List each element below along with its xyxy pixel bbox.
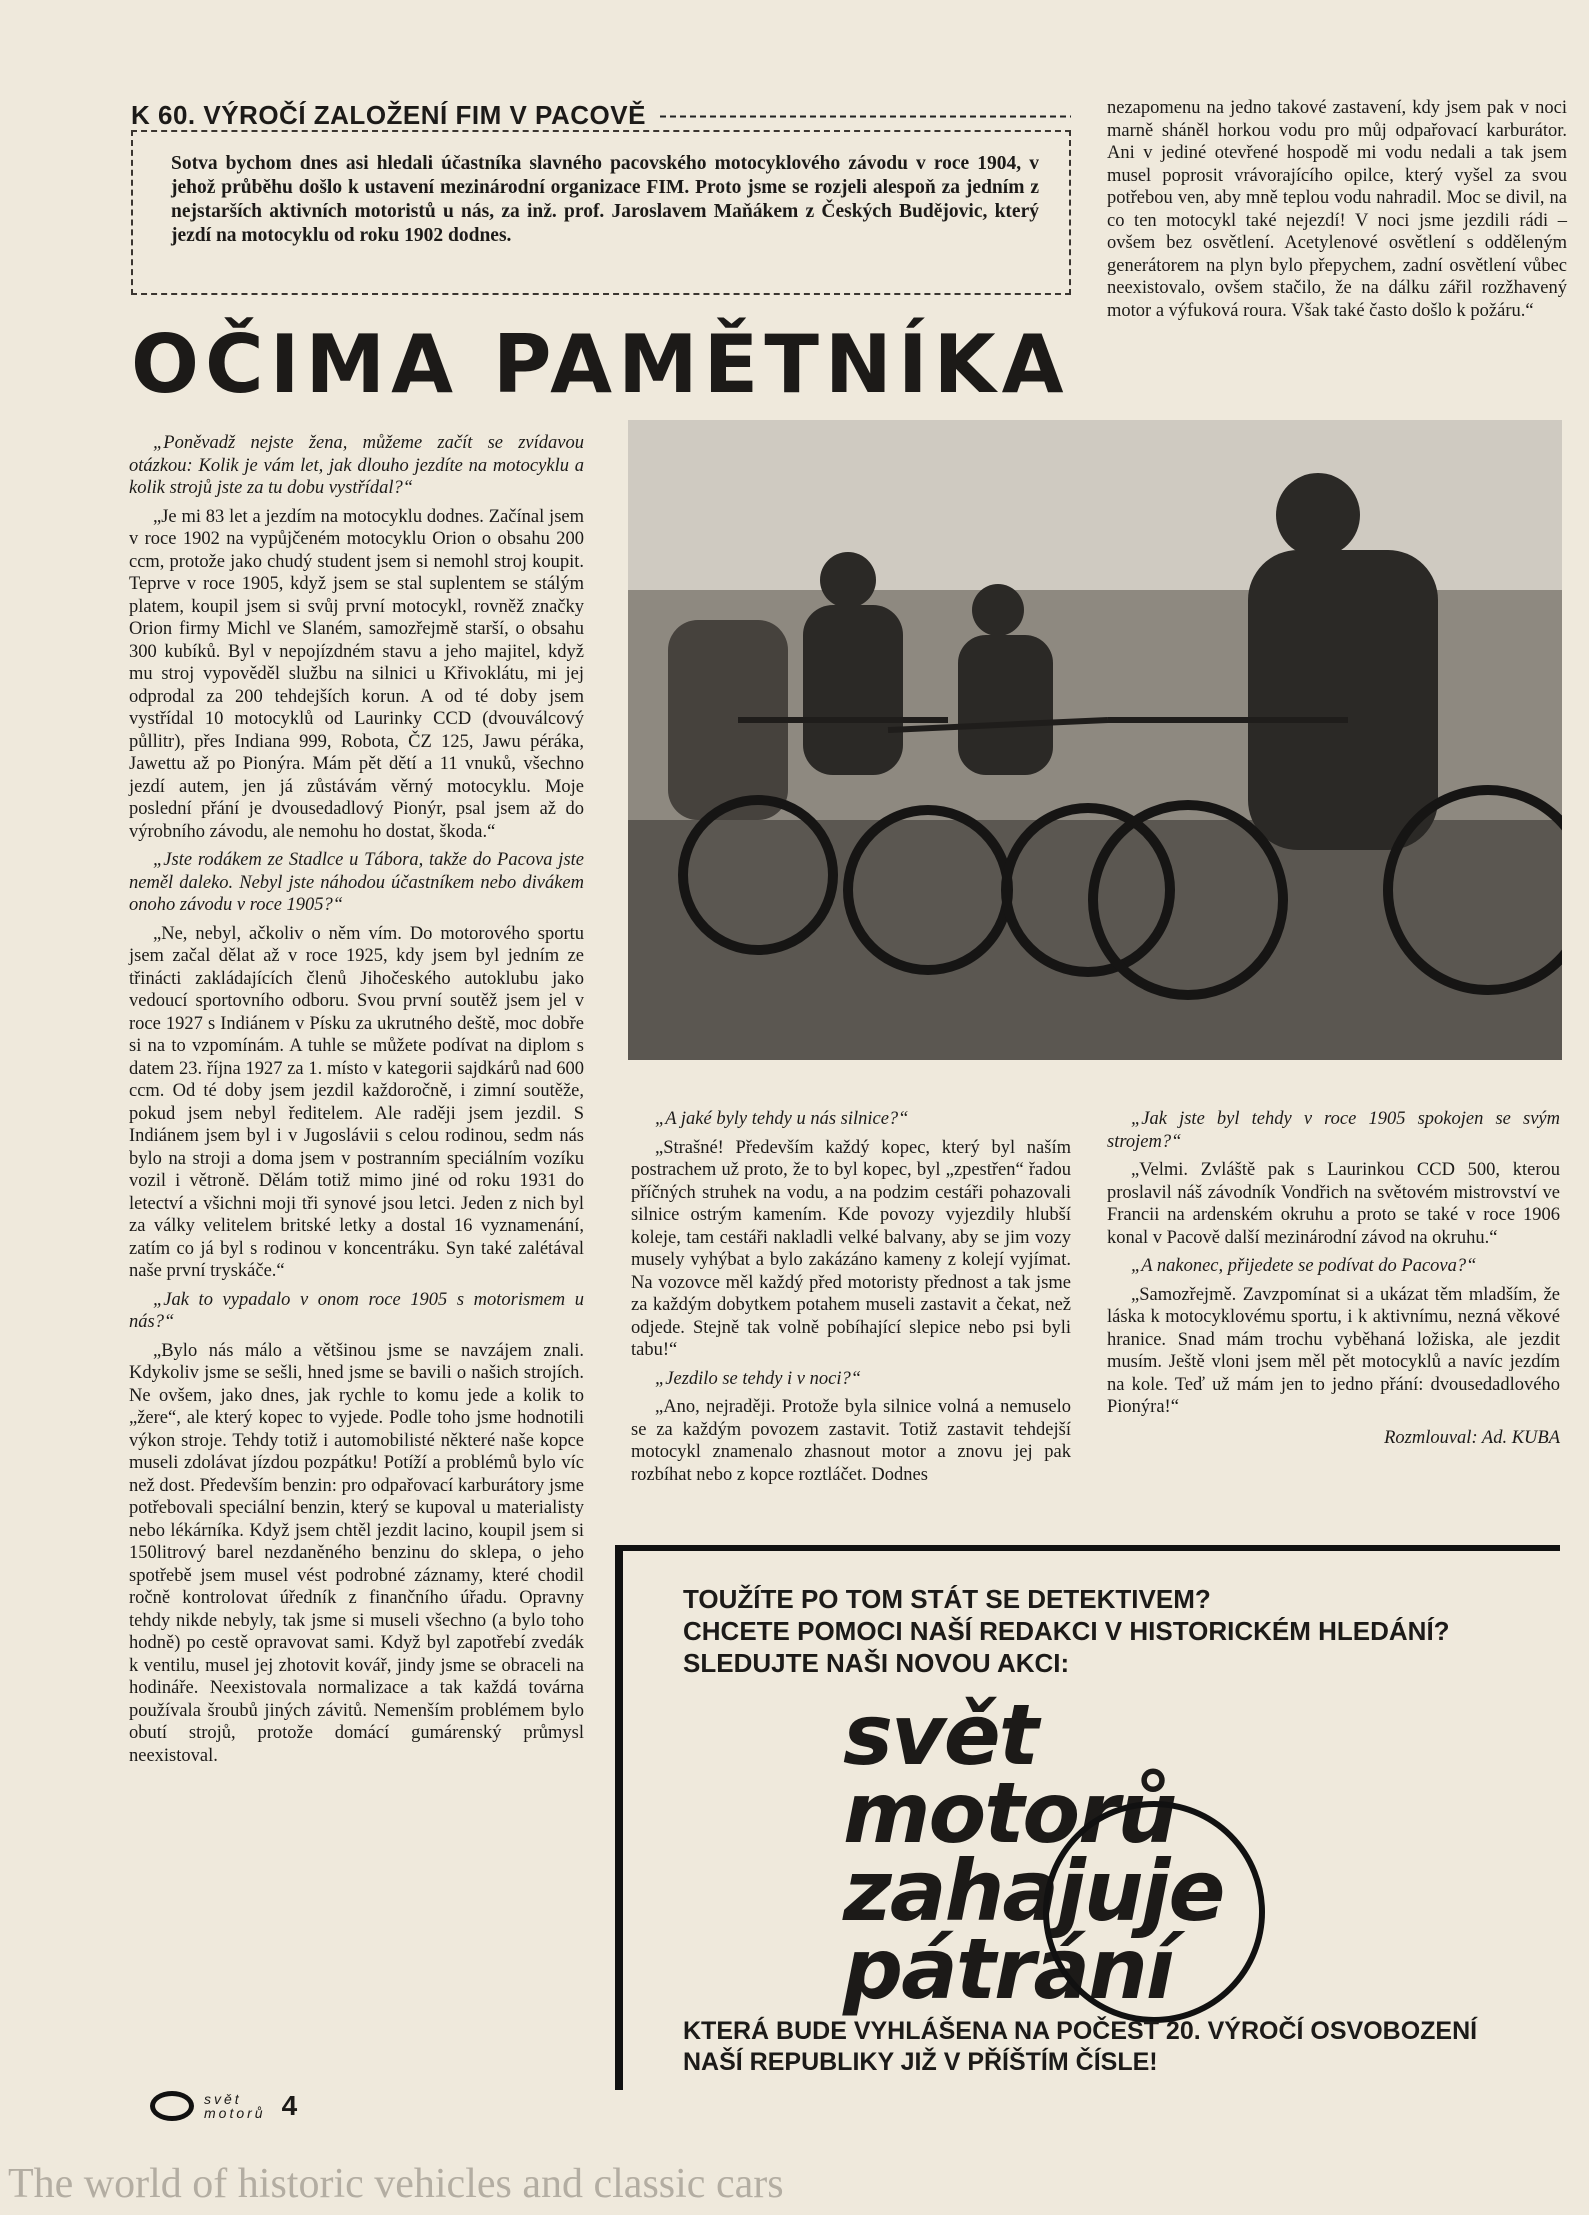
paragraph: nezapomenu na jedno takové zastavení, kdy jsem pak v noci marně sháněl horkou vodu pro můj odpařovací karburátor. Ani v jediné otevřené hospodě mi vodu nedali a tak jsem musel poprosit vrávorajícího opilce, který vyšel za svou potřebou ven, aby mně teplou vodu nahradil. Moc se divil, na co ten motocykl také nejezdí! V noci jsme jezdili rádi – ovšem bez osvětlení. Acetylenové osvětlení s odděleným generátorem na plyn bylo přepychem, zadní osvětlení vůbec neexistovalo, ovšem stačilo, že na dálku zářil rozžhavený motor a výfuková roura. Však také často došlo k požáru.“ (1107, 98, 1567, 321)
ad-line: NAŠÍ REPUBLIKY JIŽ V PŘÍŠTÍM ČÍSLE! (683, 2048, 1158, 2076)
logo-circle (1043, 1801, 1265, 2023)
question-paragraph: „Jak to vypadalo v onom roce 1905 s motorismem u nás?“ (129, 1289, 584, 1332)
question-paragraph: „Jak jste byl tehdy v roce 1905 spokojen se svým strojem?“ (1107, 1109, 1560, 1152)
ad-line: KTERÁ BUDE VYHLÁŠENA NA POČEST 20. VÝROČÍ OSVOBOZENÍ (683, 2017, 1478, 2045)
answer-paragraph: „Je mi 83 let a jezdím na motocyklu dodnes. Začínal jsem v roce 1902 na vypůjčeném motocyklu Orion o obsahu 200 ccm, protože jako chudý student jsem si nemohl stroj koupit. Teprve v roce 1905, když jsem se stal suplentem se stálým platem, koupil jsem si svůj první motocykl, rovněž značky Orion firmy Michl ve Slaném, samozřejmě starší, o obsahu 300 kubíků. Byl v nepojízdném stavu a jeho majitel, když mu stroj vypověděl službu na silnici u Křivoklátu, mi jej odprodal za 200 tehdejších korun. A od té doby jsem vystřídal 10 motocyklů od Laurinky CCD (dvouválcový půllitr), přes Indiana 999, Robota, ČZ 125, Jawu péráka, Jawettu až po Pionýra. Mám pět dětí a 11 vnuků, všechno jezdí autem, jen já zůstávám věrný motocyklu. Moje poslední přání je dvousedadlový Pionýr, psal jsem až do výrobního závodu, ale nemohu ho dostat, škoda.“ (129, 506, 584, 842)
question-paragraph: „A nakonec, přijedete se podívat do Pacova?“ (1131, 1256, 1477, 1276)
logo-line: motorů (843, 1764, 1176, 1862)
answer-paragraph: „Velmi. Zvláště pak s Laurinkou CCD 500, kterou proslavil náš závodník Vondřich na světovém mistrovství ve Francii na ardenském okruhu a proto se také v roce 1906 konal v Pacově další mezinárodní závod na okruhu.“ (1107, 1160, 1560, 1248)
logo-line: pátrání (843, 1920, 1173, 2018)
brand-line: motorů (204, 2105, 266, 2121)
question-paragraph: „Jezdilo se tehdy i v noci?“ (655, 1368, 862, 1389)
motorcycle-riders-photo (628, 420, 1562, 1060)
ad-footer-text (683, 2016, 1477, 2078)
page-number: 4 (281, 2090, 298, 2121)
page-title: OČIMA PAMĚTNÍKA (131, 318, 1070, 411)
answer-paragraph: „Samozřejmě. Zavzpomínat si a ukázat těm mladším, že láska k motocyklovému sportu, i k aktivnímu, nezná věkové hranice. Snad mám trochu vyběhaná ložiska, ale jezdit musím. Ještě vloni jsem měl pět motocyklů a navíc jezdím na kole. Teď už mám jen to jedno přání: dvousedadlového Pionýra!“ (1107, 1284, 1560, 1417)
answer-paragraph: „Ano, nejraději. Protože byla silnice volná a nemuselo se za každým povozem zastavit. Totiž zastavit tehdejší motocykl znamenalo zhasnout motor a znovu jej pak rozbíhat nebo z kopce roztláčet. Dodnes (631, 1397, 1071, 1485)
byline: Rozmlouval: Ad. KUBA (1384, 1427, 1560, 1448)
ad-headline (683, 1583, 1450, 1679)
logo-line: zahajuje (843, 1842, 1224, 1940)
ad-line: SLEDUJTE NAŠI NOVOU AKCI: (683, 1648, 1070, 1678)
column-top-right (1107, 97, 1567, 328)
kicker-heading (131, 100, 1071, 131)
question-paragraph: „Poněvadž nejste žena, můžeme začít se zvídavou otázkou: Kolik je vám let, jak dlouho jezdíte na motocyklu a kolik strojů jste za tu dobu vystřídal?“ (129, 433, 584, 498)
lead-text: Sotva bychom dnes asi hledali účastníka slavného pacovského motocyklového závodu v roce 1904, v jehož průběhu došlo k ustavení mezinárodní organizace FIM. Proto jsme se rozjeli alespoň za jedním z nejstarších aktivních motoristů u nás, za inž. prof. Jaroslavem Maňákem z Českých Budějovic, který jezdí na motocyklu od roku 1902 dodnes. (171, 153, 1039, 246)
question-paragraph: „Jste rodákem ze Stadlce u Tábora, takže do Pacova jste neměl daleko. Nebyl jste náhodou účastníkem nebo divákem onoho závodu v roce 1905?“ (129, 850, 584, 915)
brand-line: svět (204, 2091, 242, 2107)
column-right (1107, 1108, 1560, 1449)
ad-line: TOUŽÍTE PO TOM STÁT SE DETEKTIVEM? (683, 1584, 1211, 1614)
campaign-logo (843, 1686, 1403, 2018)
advertisement-box (615, 1545, 1560, 2090)
page-footer (150, 2090, 297, 2122)
lead-box (131, 130, 1071, 295)
column-middle (631, 1108, 1071, 1492)
column-left (129, 432, 584, 1773)
photo-illustration (628, 420, 1562, 1060)
logo-line: svět (843, 1686, 1037, 1784)
site-watermark: The world of historic vehicles and classic cars (8, 2161, 784, 2207)
magazine-logo-icon (150, 2091, 194, 2121)
answer-paragraph: „Ne, nebyl, ačkoliv o něm vím. Do motorového sportu jsem začal dělat až v roce 1925, kdy jsem byl jedním ze třinácti zakládajících členů Jihočeského autoklubu jako vedoucí sportovního odboru. Svou první soutěž jsem jel v roce 1927 s Indiánem v Písku za ukrutného deště, moc dobře si na to vzpomínám. A tuhle se můžete podívat na diplom s datem 23. října 1927 za 1. místo v kategorii sajdkárů nad 600 ccm. Od té doby jsem jezdil každoročně, i zimní soutěže, pokud jsem nebyl ředitelem. Ale raději jsem jezdil. S Indiánem jsem byl i v Jugoslávii s celou rodinou, sedm nás bylo na stroji a doma jsem v postranním speciálním vozíku vozil i větroně. Dělám totiž mimo jiné od roku 1931 do letectví a všichni moji tři synové jsou letci. Jeden z nich byl za války velitelem britské letky a dostal 16 vyznamenání, zatím co já byl s rodinou v koncentráku. Syn také zalétával naše první tryskáče.“ (129, 923, 584, 1281)
ad-line: CHCETE POMOCI NAŠÍ REDAKCI V HISTORICKÉM HLEDÁNÍ? (683, 1616, 1450, 1646)
answer-paragraph: „Strašné! Především každý kopec, který byl naším postrachem už proto, že to byl kopec, byl „zpestřen“ řadou příčných struhek na vodu, a na podzim cestáři pohazovali silnice ostrým kamením. Kde povozy vyjezdily hlubší koleje, tam cestáři nakladli velké balvany, aby se jim vozy musely vyhýbat a bylo zakázáno kameny z kolejí vyjímat. Na vozovce měl každý před motoristy přednost a tak jsme za každým dobytkem potahem museli zastavit a čekat, než odjede. Stejně tak volně pobíhající slepice nebo psi byli tabu!“ (631, 1137, 1071, 1360)
answer-paragraph: „Bylo nás málo a většinou jsme se navzájem znali. Kdykoliv jsme se sešli, hned jsme se bavili o našich strojích. Ne ovšem, jako dnes, jak rychle to komu jede a kolik to „žere“, ale který kopec to vyjede. Podle toho jsme hodnotili výkon stroje. Tehdy totiž i automobilisté některé naše kopce museli zdolávat jízdou pozpátku! Potíží a problémů bylo víc než dost. Především benzin: pro odpařovací karburátory jsme potřebovali speciální benzin, který se kupoval u materialisty nebo lékárníka. Když jsem chtěl jezdit lacino, koupil jsem si 150litrový barel nezdaněného benzinu do sklepa, o jeho spotřebě jsem musel vést podrobné záznamy, které chodil ročně kontrolovat úředník z finančního úřadu. Opravny tehdy nikde nebyly, tak jsme si museli všechno (a bylo toho hodně) po cestě opravovat sami. Když byl zapotřebí zvedák k ventilu, musel jej zhotovit kovář, jindy jsme se obraceli na hodináře. Neexistovala normalizace a tak každá továrna používala šroubů jiných závitů. Nemenším problémem bylo obutí strojů, protože domácí gumárenský průmysl neexistoval. (129, 1340, 584, 1766)
magazine-brand (204, 2092, 266, 2120)
question-paragraph: „A jaké byly tehdy u nás silnice?“ (655, 1109, 909, 1129)
kicker-text: K 60. VÝROČÍ ZALOŽENÍ FIM V PACOVĚ (131, 100, 646, 130)
kicker-rule (660, 111, 1071, 121)
